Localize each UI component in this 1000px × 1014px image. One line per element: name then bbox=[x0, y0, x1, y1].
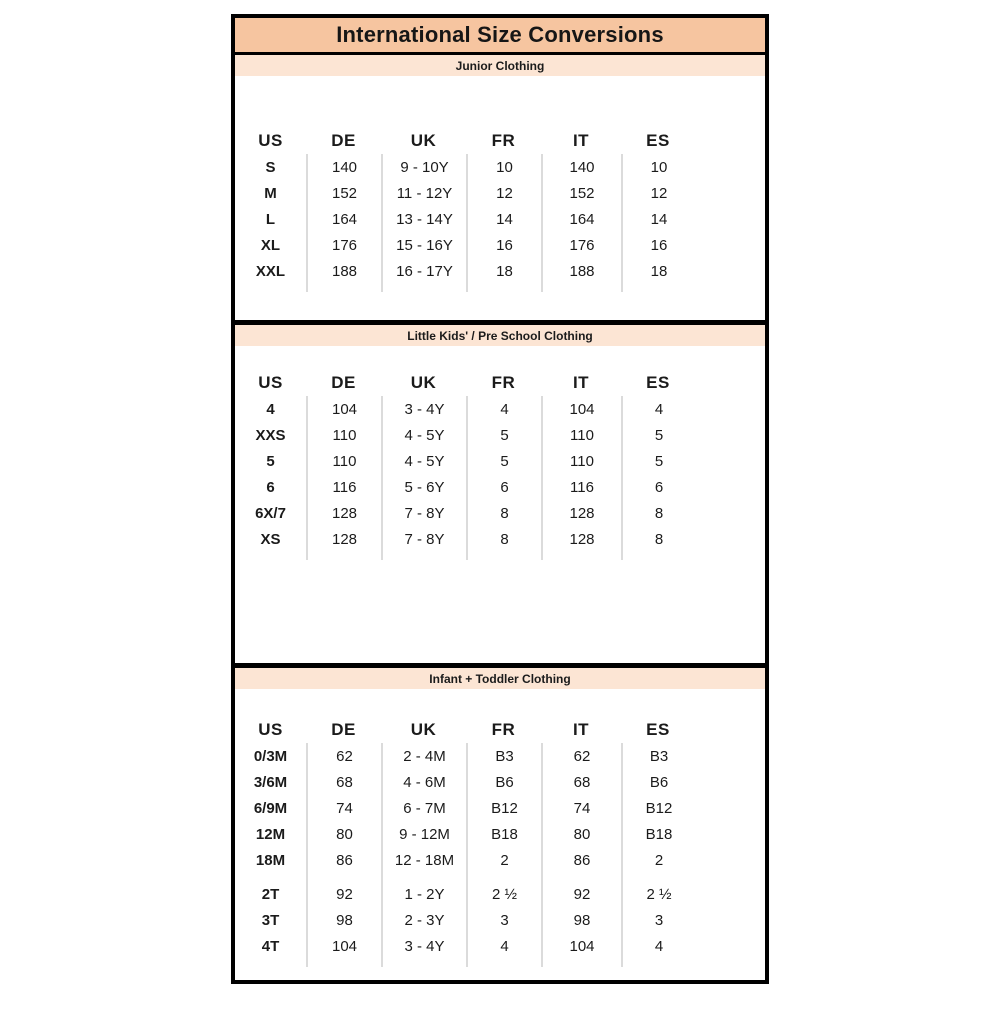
size-cell: 176 bbox=[541, 232, 621, 258]
size-cell: 10 bbox=[466, 154, 541, 180]
size-cell: 92 bbox=[306, 881, 381, 907]
size-table bbox=[235, 346, 765, 560]
size-cell: 8 bbox=[466, 500, 541, 526]
section-title: Infant + Toddler Clothing bbox=[235, 668, 765, 689]
size-conversion-card bbox=[231, 14, 769, 984]
table-spacer bbox=[235, 959, 306, 967]
size-cell: 5 bbox=[466, 448, 541, 474]
size-cell: 3 bbox=[621, 907, 695, 933]
size-cell: 140 bbox=[306, 154, 381, 180]
table-spacer bbox=[621, 873, 695, 881]
column-header-us: US bbox=[258, 131, 283, 150]
size-cell: 104 bbox=[306, 396, 381, 422]
size-cell: 128 bbox=[541, 526, 621, 552]
us-size-cell: 2T bbox=[261, 885, 280, 903]
us-size-cell: 6/9M bbox=[253, 799, 288, 817]
size-cell: 176 bbox=[306, 232, 381, 258]
size-cell: 7 - 8Y bbox=[381, 500, 466, 526]
column-header-us: US bbox=[258, 373, 283, 392]
size-cell: 4 - 5Y bbox=[381, 448, 466, 474]
us-size-cell: 0/3M bbox=[253, 747, 288, 765]
size-cell: 128 bbox=[541, 500, 621, 526]
column-header-de: DE bbox=[331, 720, 356, 739]
size-cell: 110 bbox=[306, 448, 381, 474]
section-title: Little Kids' / Pre School Clothing bbox=[235, 325, 765, 346]
table-spacer bbox=[306, 284, 381, 292]
size-cell: 128 bbox=[306, 526, 381, 552]
size-cell: 5 bbox=[466, 422, 541, 448]
size-cell: 16 bbox=[621, 232, 695, 258]
size-cell: 9 - 10Y bbox=[381, 154, 466, 180]
size-cell: 16 bbox=[466, 232, 541, 258]
size-cell: B18 bbox=[621, 821, 695, 847]
table-spacer bbox=[621, 284, 695, 292]
size-cell: 80 bbox=[306, 821, 381, 847]
table-spacer bbox=[306, 873, 381, 881]
size-cell: 4 - 6M bbox=[381, 769, 466, 795]
table-spacer bbox=[466, 959, 541, 967]
column-header-de: DE bbox=[331, 373, 356, 392]
table-spacer bbox=[306, 552, 381, 560]
size-cell: 3 - 4Y bbox=[381, 933, 466, 959]
column-header-es: ES bbox=[646, 131, 670, 150]
size-cell: 86 bbox=[306, 847, 381, 873]
section-junior-clothing bbox=[235, 55, 765, 320]
size-table bbox=[235, 76, 765, 292]
size-cell: B18 bbox=[466, 821, 541, 847]
size-cell: 62 bbox=[541, 743, 621, 769]
table-spacer bbox=[541, 552, 621, 560]
table-spacer bbox=[466, 873, 541, 881]
size-cell: 7 - 8Y bbox=[381, 526, 466, 552]
size-cell: 86 bbox=[541, 847, 621, 873]
size-cell: 6 bbox=[621, 474, 695, 500]
size-cell: 104 bbox=[541, 933, 621, 959]
size-table bbox=[235, 689, 765, 967]
size-cell: 110 bbox=[306, 422, 381, 448]
size-cell: 98 bbox=[306, 907, 381, 933]
size-cell: 12 bbox=[466, 180, 541, 206]
column-header-it: IT bbox=[572, 131, 590, 150]
size-cell: B6 bbox=[466, 769, 541, 795]
us-size-cell: 3/6M bbox=[253, 773, 288, 791]
size-cell: 13 - 14Y bbox=[381, 206, 466, 232]
size-cell: 5 bbox=[621, 448, 695, 474]
size-cell: 5 - 6Y bbox=[381, 474, 466, 500]
size-cell: 10 bbox=[621, 154, 695, 180]
column-header-fr: FR bbox=[491, 373, 516, 392]
column-header-uk: UK bbox=[410, 720, 437, 739]
size-cell: 4 bbox=[466, 933, 541, 959]
size-cell: B6 bbox=[621, 769, 695, 795]
size-cell: 188 bbox=[306, 258, 381, 284]
size-cell: 8 bbox=[466, 526, 541, 552]
us-size-cell: S bbox=[265, 158, 276, 176]
us-size-cell: 4 bbox=[266, 400, 275, 418]
table-spacer bbox=[466, 284, 541, 292]
size-cell: 164 bbox=[541, 206, 621, 232]
us-size-cell: 3T bbox=[261, 911, 280, 929]
size-cell: 128 bbox=[306, 500, 381, 526]
us-size-cell: 6 bbox=[266, 478, 275, 496]
section-little-kids-pre-school-clothing bbox=[235, 325, 765, 663]
us-size-cell: 18M bbox=[255, 851, 286, 869]
size-cell: 15 - 16Y bbox=[381, 232, 466, 258]
size-cell: 2 bbox=[621, 847, 695, 873]
size-cell: 5 bbox=[621, 422, 695, 448]
size-cell: 1 - 2Y bbox=[381, 881, 466, 907]
table-spacer bbox=[235, 873, 306, 881]
us-size-cell: 12M bbox=[255, 825, 286, 843]
us-size-cell: 4T bbox=[261, 937, 280, 955]
table-spacer bbox=[235, 284, 306, 292]
size-cell: 104 bbox=[541, 396, 621, 422]
size-cell: 4 bbox=[466, 396, 541, 422]
column-header-uk: UK bbox=[410, 373, 437, 392]
us-size-cell: XXL bbox=[255, 262, 286, 280]
page-title: International Size Conversions bbox=[235, 18, 765, 55]
table-spacer bbox=[621, 959, 695, 967]
size-cell: 74 bbox=[541, 795, 621, 821]
size-cell: 3 - 4Y bbox=[381, 396, 466, 422]
size-cell: 152 bbox=[306, 180, 381, 206]
column-header-de: DE bbox=[331, 131, 356, 150]
table-spacer bbox=[235, 552, 306, 560]
size-cell: 18 bbox=[466, 258, 541, 284]
size-cell: 2 ½ bbox=[466, 881, 541, 907]
table-spacer bbox=[541, 959, 621, 967]
size-cell: 6 bbox=[466, 474, 541, 500]
size-cell: 14 bbox=[466, 206, 541, 232]
size-cell: B3 bbox=[466, 743, 541, 769]
us-size-cell: M bbox=[264, 184, 277, 202]
table-spacer bbox=[621, 552, 695, 560]
size-cell: 116 bbox=[541, 474, 621, 500]
column-header-it: IT bbox=[572, 373, 590, 392]
size-cell: 2 ½ bbox=[621, 881, 695, 907]
size-cell: 2 - 3Y bbox=[381, 907, 466, 933]
section-title: Junior Clothing bbox=[235, 55, 765, 76]
size-cell: 2 bbox=[466, 847, 541, 873]
us-size-cell: 5 bbox=[266, 452, 275, 470]
column-header-uk: UK bbox=[410, 131, 437, 150]
size-cell: 116 bbox=[306, 474, 381, 500]
size-cell: 8 bbox=[621, 526, 695, 552]
table-spacer bbox=[541, 873, 621, 881]
size-cell: 2 - 4M bbox=[381, 743, 466, 769]
size-cell: 104 bbox=[306, 933, 381, 959]
table-spacer bbox=[381, 959, 466, 967]
size-cell: 92 bbox=[541, 881, 621, 907]
column-header-us: US bbox=[258, 720, 283, 739]
size-cell: 8 bbox=[621, 500, 695, 526]
table-spacer bbox=[381, 873, 466, 881]
size-cell: B12 bbox=[621, 795, 695, 821]
us-size-cell: L bbox=[265, 210, 276, 228]
column-header-fr: FR bbox=[491, 720, 516, 739]
size-cell: 164 bbox=[306, 206, 381, 232]
column-header-it: IT bbox=[572, 720, 590, 739]
size-cell: 12 - 18M bbox=[381, 847, 466, 873]
size-cell: 4 bbox=[621, 933, 695, 959]
column-header-es: ES bbox=[646, 720, 670, 739]
size-cell: 9 - 12M bbox=[381, 821, 466, 847]
size-cell: 80 bbox=[541, 821, 621, 847]
size-cell: 3 bbox=[466, 907, 541, 933]
size-cell: 18 bbox=[621, 258, 695, 284]
sections-container bbox=[235, 55, 765, 980]
table-spacer bbox=[381, 552, 466, 560]
size-cell: 4 bbox=[621, 396, 695, 422]
size-cell: 188 bbox=[541, 258, 621, 284]
size-cell: 110 bbox=[541, 448, 621, 474]
size-cell: 62 bbox=[306, 743, 381, 769]
size-cell: 68 bbox=[541, 769, 621, 795]
size-cell: 6 - 7M bbox=[381, 795, 466, 821]
us-size-cell: XL bbox=[260, 236, 281, 254]
size-cell: 152 bbox=[541, 180, 621, 206]
size-cell: B12 bbox=[466, 795, 541, 821]
size-cell: 110 bbox=[541, 422, 621, 448]
size-cell: 74 bbox=[306, 795, 381, 821]
size-cell: 11 - 12Y bbox=[381, 180, 466, 206]
column-header-es: ES bbox=[646, 373, 670, 392]
size-cell: 14 bbox=[621, 206, 695, 232]
size-cell: 16 - 17Y bbox=[381, 258, 466, 284]
table-spacer bbox=[541, 284, 621, 292]
column-header-fr: FR bbox=[491, 131, 516, 150]
us-size-cell: XS bbox=[260, 530, 281, 548]
size-cell: 68 bbox=[306, 769, 381, 795]
us-size-cell: XXS bbox=[255, 426, 286, 444]
size-cell: B3 bbox=[621, 743, 695, 769]
size-cell: 98 bbox=[541, 907, 621, 933]
table-spacer bbox=[306, 959, 381, 967]
section-infant-toddler-clothing bbox=[235, 668, 765, 980]
size-cell: 4 - 5Y bbox=[381, 422, 466, 448]
table-spacer bbox=[466, 552, 541, 560]
table-spacer bbox=[381, 284, 466, 292]
size-cell: 12 bbox=[621, 180, 695, 206]
size-cell: 140 bbox=[541, 154, 621, 180]
us-size-cell: 6X/7 bbox=[255, 504, 286, 522]
